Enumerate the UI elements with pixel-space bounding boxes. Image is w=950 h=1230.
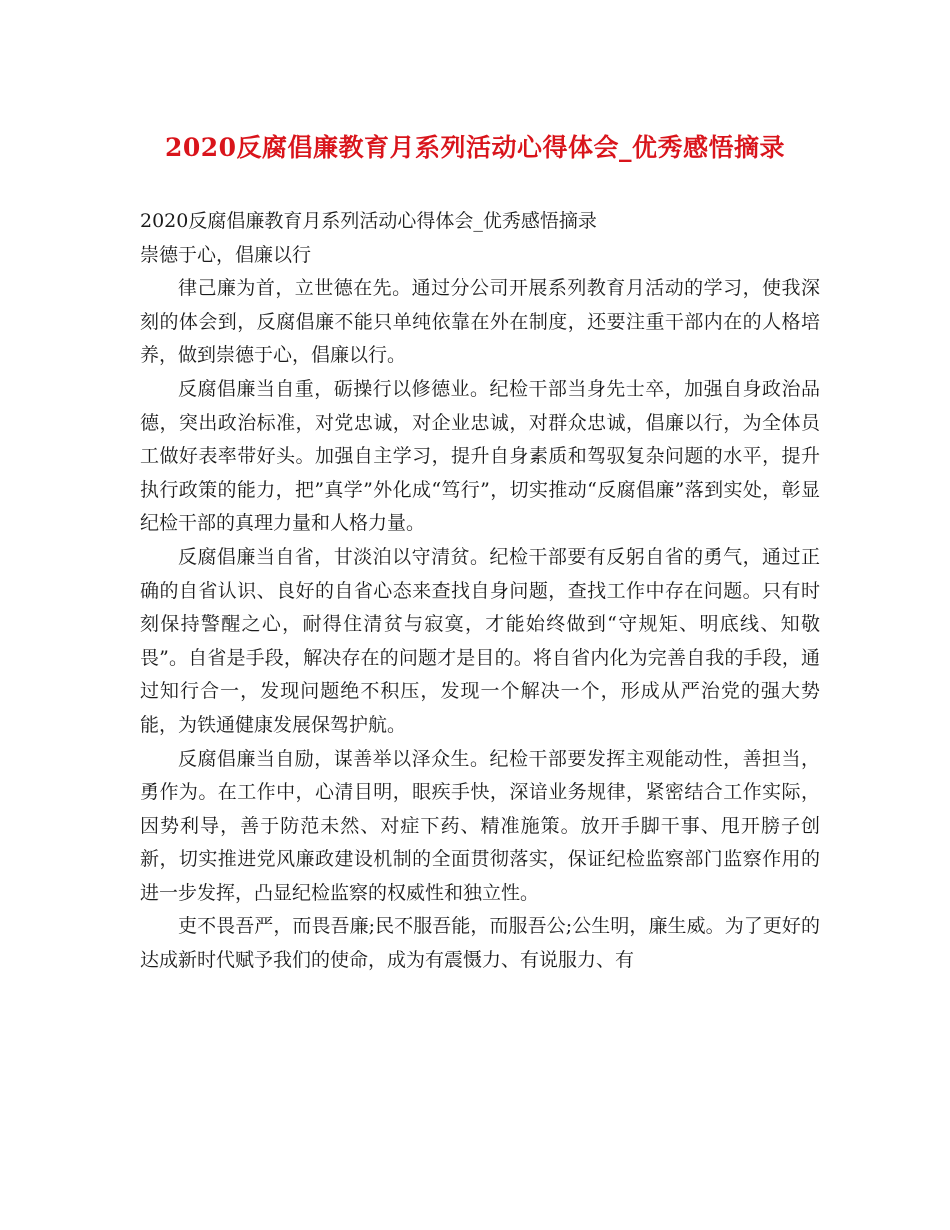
subtitle-line: 2020反腐倡廉教育月系列活动心得体会_优秀感悟摘录 (140, 210, 597, 232)
section-heading: 崇德于心，倡廉以行 (140, 243, 312, 266)
paragraph-1: 律己廉为首，立世德在先。通过分公司开展系列教育月活动的学习，使我深刻的体会到，反腐倡廉不能只单纯依靠在外在制度，还要注重干部内在的人格培养，做到崇德于心，倡廉以行。 (140, 277, 820, 367)
document-body (140, 205, 820, 978)
paragraph-2: 反腐倡廉当自重，砺操行以修德业。纪检干部当身先士卒，加强自身政治品德，突出政治标准，对党忠诚，对企业忠诚，对群众忠诚，倡廉以行，为全体员工做好表率带好头。加强自主学习，提升自身素质和驾驭复杂问题的水平，提升执行政策的能力，把”真学”外化成“笃行”，切实推动“反腐倡廉”落到实处，彰显纪检干部的真理力量和人格力量。 (140, 377, 820, 535)
paragraph-3: 反腐倡廉当自省，甘淡泊以守清贫。纪检干部要有反躬自省的勇气，通过正确的自省认识、良好的自省心态来查找自身问题，查找工作中存在问题。只有时刻保持警醒之心，耐得住清贫与寂寞，才能始终做到“守规矩、明底线、知敬畏”。自省是手段，解决存在的问题才是目的。将自省内化为完善自我的手段，通过知行合一，发现问题绝不积压，发现一个解决一个，形成从严治党的强大势能，为铁通健康发展保驾护航。 (140, 545, 820, 736)
paragraph-4: 反腐倡廉当自励，谋善举以泽众生。纪检干部要发挥主观能动性，善担当，勇作为。在工作中，心清目明，眼疾手快，深谙业务规律，紧密结合工作实际，因势利导，善于防范未然、对症下药、精准施策。放开手脚干事、甩开膀子创新，切实推进党风廉政建设机制的全面贯彻落实，保证纪检监察部门监察作用的进一步发挥，凸显纪检监察的权威性和独立性。 (140, 747, 820, 904)
document-title: 2020反腐倡廉教育月系列活动心得体会_优秀感悟摘录 (164, 133, 786, 162)
paragraph-5: 吏不畏吾严，而畏吾廉;民不服吾能，而服吾公;公生明，廉生威。为了更好的达成新时代赋予我们的使命，成为有震慑力、有说服力、有 (140, 915, 820, 972)
